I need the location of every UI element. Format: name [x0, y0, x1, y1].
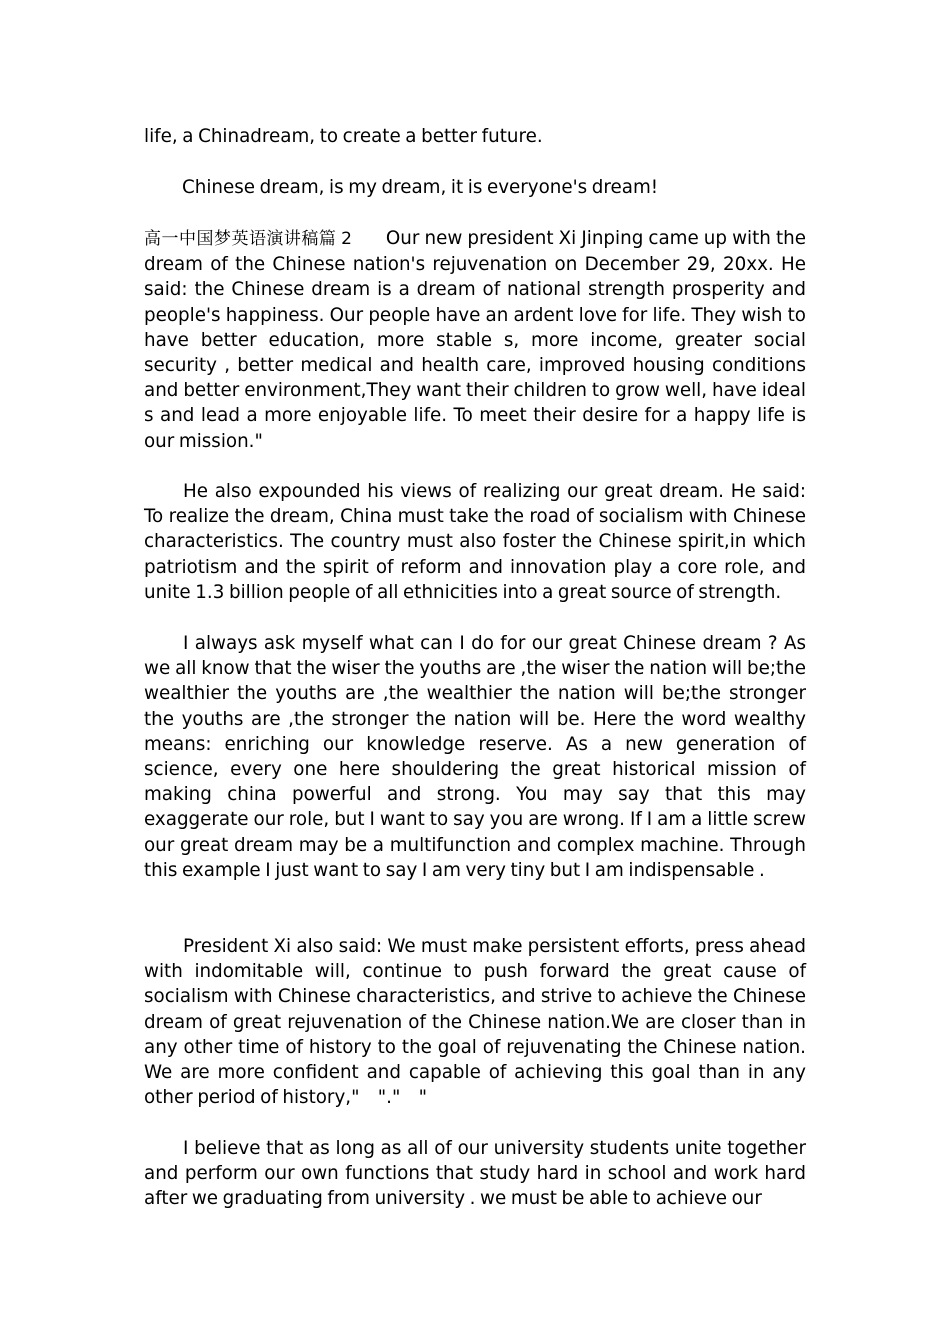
section-2-paragraph — [144, 226, 806, 454]
closing-line-text: Chinese dream, is my dream, it is everyone's dream! — [182, 177, 659, 198]
paragraph-what-can-i-do — [144, 631, 806, 883]
paragraph-president-xi — [144, 934, 806, 1110]
paragraph-text: I always ask myself what can I do for our great Chinese dream ? As we all know that the wiser the youths are ,the wiser the nation will be;the wealthier the youths are ,the wealthier the nation will be;the stronger the youths are ,the stronger the nation will be. Here the word wealthy means: enriching our knowledge reserve. As a new generation of science, every one here shouldering the great historical mission of making china powerful and strong. You may say that this may exaggerate our role, but I want to say you are wrong. If I am a little screw our great dream may be a multifunction and complex machine. Through this example I just want to say I am very tiny but I am indispensable . — [144, 633, 806, 881]
paragraph-closing-line — [182, 175, 806, 200]
paragraph-text: I believe that as long as all of our university students unite together and perform our own functions that study hard in school and work hard after we graduating from university . we must be able to achieve our — [144, 1138, 806, 1210]
paragraph-realizing-dream — [144, 479, 806, 605]
paragraph-text: President Xi also said: We must make persistent efforts, press ahead with indomitable will, continue to push forward the great cause of socialism with Chinese characteristics, and strive to achieve the Chinese dream of great rejuvenation of the Chinese nation.We are closer than in any other time of history to the goal of rejuvenating the Chinese nation. We are more confident and capable of achieving this goal than in any other period of history," "." " — [144, 936, 806, 1109]
continuation-text: life, a Chinadream, to create a better future. — [144, 126, 543, 147]
paragraph-continuation — [144, 124, 806, 149]
paragraph-text: He also expounded his views of realizing our great dream. He said: To realize the dream, China must take the road of socialism with Chinese characteristics. The country must also foster the Chinese spirit,in which patriotism and the spirit of reform and innovation play a core role, and unite 1.3 billion people of all ethnicities into a great source of strength. — [144, 481, 806, 603]
paragraph-university-students — [144, 1136, 806, 1212]
section-2-body: Our new president Xi Jinping came up with the dream of the Chinese nation's rejuvenation on December 29, 20xx. He said: the Chinese dream is a dream of national strength prosperity and people's happiness. Our people have an ardent love for life. They wish to have better education, more stable s, more income, greater social security , better medical and health care, improved housing conditions and better environment,They want their children to grow well, have ideal s and lead a more enjoyable life. To meet their desire for a happy life is our mission." — [144, 228, 806, 452]
section-heading: 高一中国梦英语演讲稿篇 2 — [144, 229, 352, 249]
paragraph-section-2-intro — [144, 226, 806, 454]
